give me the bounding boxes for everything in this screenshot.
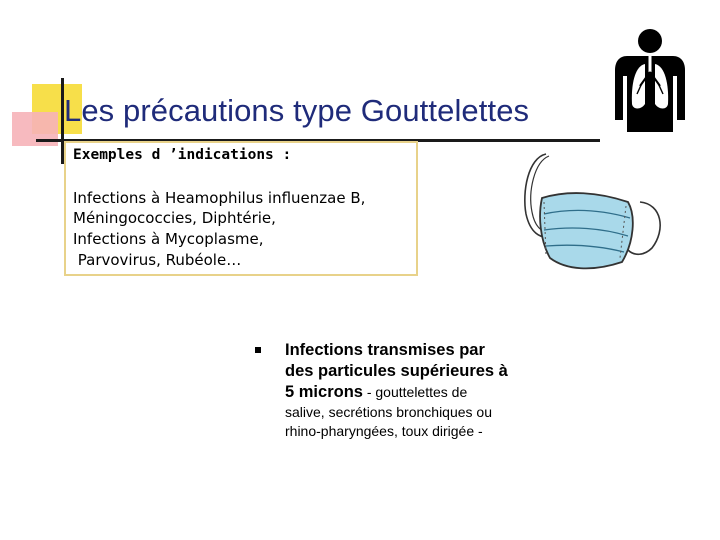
indication-line: Infections à Heamophilus influenzae B, [73, 189, 366, 207]
slide-title: Les précautions type Gouttelettes [64, 93, 530, 128]
indications-box [64, 141, 418, 276]
bullet-mixed-line [285, 382, 565, 403]
indication-line: Méningococcies, Diphtérie, [73, 209, 276, 227]
surgical-mask-icon [516, 152, 668, 278]
bullet-detail-first: - gouttelettes de [362, 384, 468, 400]
indication-line: Parvovirus, Rubéole… [73, 251, 242, 269]
bullet-detail-line: rhino-pharyngées, toux dirigée - [285, 423, 483, 439]
bullet-text [285, 340, 565, 441]
bullet-main-line: Infections transmises par [285, 341, 485, 359]
bullet-detail-line: salive, secrétions bronchiques ou [285, 404, 493, 420]
bullet-main-last: 5 microns [285, 383, 363, 401]
bullet-marker [255, 347, 261, 353]
bullet-main-line: des particules supérieures à [285, 362, 508, 380]
indications-heading: Exemples d ’indications : [73, 147, 292, 163]
indication-line: Infections à Mycoplasme, [73, 230, 264, 248]
human-lungs-icon [607, 28, 693, 134]
